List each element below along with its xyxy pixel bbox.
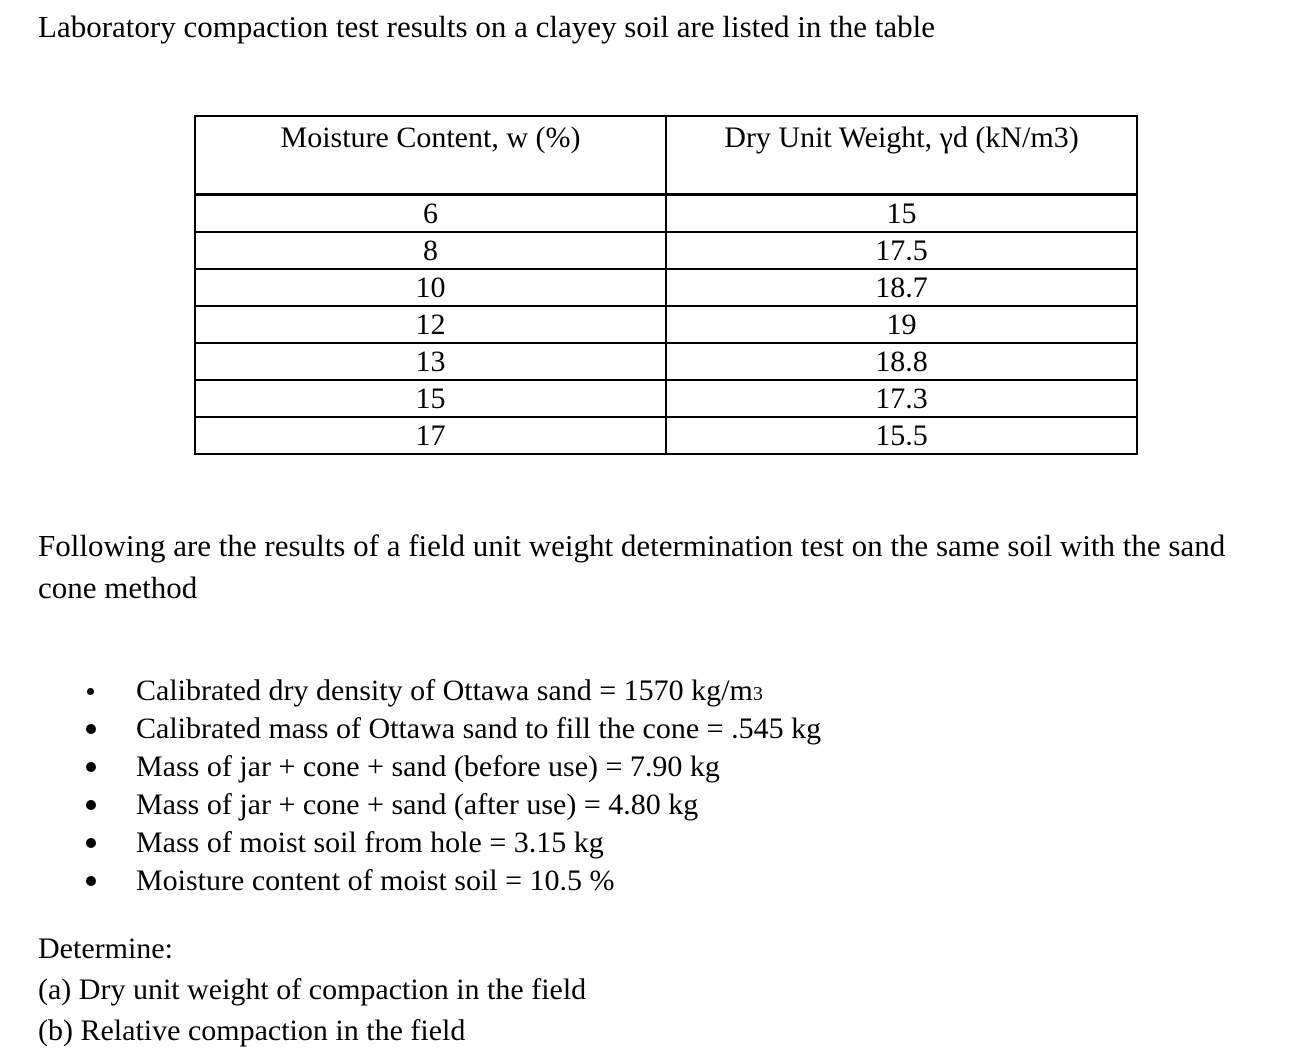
list-item-text: Mass of jar + cone + sand (after use) = 4.80 kg [136, 788, 699, 821]
dry-unit-weight-cell: 18.7 [666, 269, 1137, 306]
bullet-icon [86, 800, 96, 810]
table-row [195, 195, 1137, 233]
moisture-cell: 17 [195, 417, 666, 454]
unit-exponent: 3 [752, 683, 763, 705]
table-row [195, 306, 1137, 343]
moisture-cell: 6 [195, 195, 666, 233]
list-item [86, 748, 821, 786]
list-item [86, 710, 821, 748]
dry-unit-weight-cell: 17.3 [666, 380, 1137, 417]
list-item [86, 862, 821, 900]
table-header-row [195, 116, 1137, 195]
moisture-cell: 8 [195, 232, 666, 269]
list-item-text: Mass of moist soil from hole = 3.15 kg [136, 826, 604, 859]
table-row [195, 417, 1137, 454]
table-row [195, 232, 1137, 269]
list-item-text: Moisture content of moist soil = 10.5 % [136, 864, 615, 897]
field-test-paragraph: Following are the results of a field unit weight determination test on the same soil with the sand cone method [38, 528, 1226, 605]
list-item-text: Mass of jar + cone + sand (before use) = 7.90 kg [136, 750, 720, 783]
list-item-text: Calibrated mass of Ottawa sand to fill the cone = .545 kg [136, 712, 822, 745]
question-a: (a) Dry unit weight of compaction in the field [38, 973, 587, 1006]
table-row [195, 343, 1137, 380]
determine-heading: Determine: [38, 932, 173, 965]
question-b: (b) Relative compaction in the field [38, 1014, 466, 1047]
dry-unit-weight-cell: 15.5 [666, 417, 1137, 454]
moisture-content-header: Moisture Content, w (%) [195, 116, 666, 195]
bullet-icon [86, 762, 96, 772]
dry-unit-weight-cell: 18.8 [666, 343, 1137, 380]
bullet-icon [86, 838, 96, 848]
dry-unit-weight-cell: 17.5 [666, 232, 1137, 269]
dry-unit-weight-cell: 19 [666, 306, 1137, 343]
bullet-icon [87, 688, 94, 695]
determine-section [38, 928, 586, 1051]
list-item [86, 786, 821, 824]
dry-unit-weight-header: Dry Unit Weight, γd (kN/m3) [666, 116, 1137, 195]
bullet-icon [86, 876, 96, 886]
compaction-results-table [194, 115, 1138, 455]
intro-paragraph: Laboratory compaction test results on a clayey soil are listed in the table [38, 9, 935, 44]
table-row [195, 380, 1137, 417]
dry-unit-weight-cell: 15 [666, 195, 1137, 233]
list-item-text: Calibrated dry density of Ottawa sand = 1570 kg/m [136, 674, 753, 707]
bullet-icon [86, 724, 96, 734]
moisture-cell: 10 [195, 269, 666, 306]
list-item [86, 672, 821, 710]
list-item [86, 824, 821, 862]
moisture-cell: 15 [195, 380, 666, 417]
table-row [195, 269, 1137, 306]
field-test-results-list [86, 672, 821, 900]
moisture-cell: 13 [195, 343, 666, 380]
moisture-cell: 12 [195, 306, 666, 343]
